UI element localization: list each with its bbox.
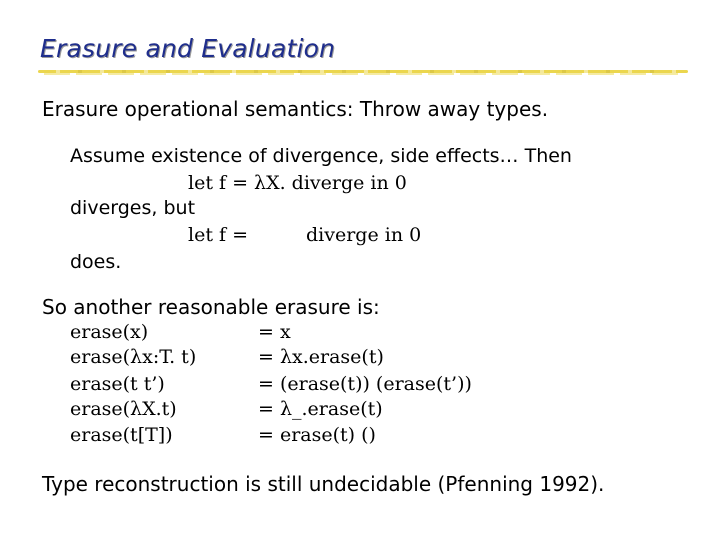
rule-rhs: = x <box>258 321 291 343</box>
rule-lhs: erase(x) <box>70 321 149 343</box>
rule-rhs: = λx.erase(t) <box>258 346 384 368</box>
rule-lhs: erase(t t’) <box>70 373 165 395</box>
rule-rhs: = (erase(t)) (erase(t’)) <box>258 373 472 395</box>
rule-lhs: erase(λX.t) <box>70 398 177 420</box>
slide-title: Erasure and Evaluation <box>40 34 336 63</box>
erasure-semantics-line: Erasure operational semantics: Throw away types. <box>42 97 549 121</box>
title-underline-accent <box>44 73 684 75</box>
let-expression-2-left: let f = <box>188 224 248 246</box>
another-erasure-line: So another reasonable erasure is: <box>42 295 380 319</box>
let-expression-1: let f = λX. diverge in 0 <box>188 172 407 194</box>
final-line: Type reconstruction is still undecidable (Pfenning 1992). <box>42 472 605 496</box>
rule-rhs: = λ_.erase(t) <box>258 398 383 420</box>
rule-lhs: erase(λx:T. t) <box>70 346 197 368</box>
diverges-line: diverges, but <box>70 197 196 219</box>
let-expression-2-right: diverge in 0 <box>306 224 422 246</box>
rule-rhs: = erase(t) () <box>258 424 376 446</box>
does-line: does. <box>70 251 122 273</box>
rule-lhs: erase(t[T]) <box>70 424 173 446</box>
assume-line: Assume existence of divergence, side effects… Then <box>70 145 572 167</box>
